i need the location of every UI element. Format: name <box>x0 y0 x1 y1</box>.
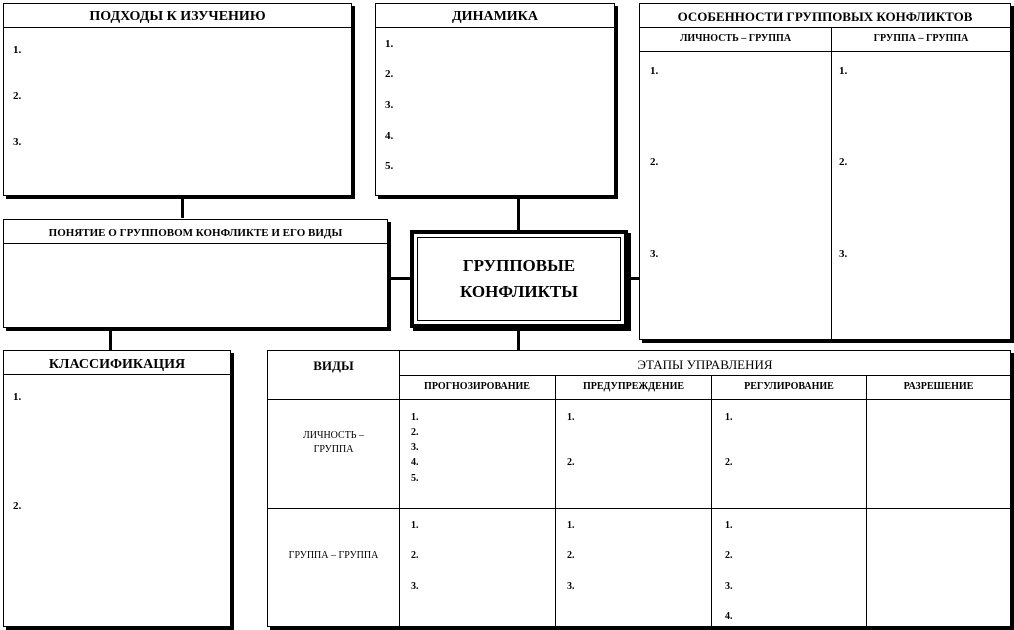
table-divider-col4 <box>866 375 867 626</box>
features-column-divider <box>831 28 832 339</box>
table-divider-header <box>268 399 1010 400</box>
connector-dynamics <box>517 196 520 230</box>
approaches-item: 1. <box>13 44 22 56</box>
row1-regulate-item: 1. <box>725 412 733 423</box>
row2-forecast-item: 2. <box>411 550 419 561</box>
features-subheader-divider <box>640 51 1010 52</box>
dynamics-title: ДИНАМИКА <box>376 4 614 28</box>
row1-forecast-item: 2. <box>411 427 419 438</box>
row2-prevent-item: 3. <box>567 581 575 592</box>
row1-prevent-item: 1. <box>567 412 575 423</box>
dynamics-item: 3. <box>385 99 394 111</box>
dynamics-item: 4. <box>385 130 394 142</box>
central-topic-box <box>410 230 628 328</box>
features-col2-item: 3. <box>839 248 848 260</box>
row1-forecast-item: 4. <box>411 457 419 468</box>
management-table <box>267 350 1011 627</box>
features-col2-item: 1. <box>839 65 848 77</box>
stages-header: ЭТАПЫ УПРАВЛЕНИЯ <box>637 357 773 372</box>
row2-forecast-item: 1. <box>411 520 419 531</box>
connector-approaches <box>181 196 184 218</box>
approaches-box <box>3 3 352 196</box>
classification-item: 2. <box>13 500 22 512</box>
dynamics-item: 5. <box>385 160 394 172</box>
stage-prevention-header: ПРЕДУПРЕЖДЕНИЕ <box>582 381 685 392</box>
dynamics-item: 1. <box>385 38 394 50</box>
stage-regulation-header: РЕГУЛИРОВАНИЕ <box>744 381 834 392</box>
stage-resolution-header: РАЗРЕШЕНИЕ <box>903 381 974 392</box>
table-divider-types <box>399 351 400 626</box>
row2-prevent-item: 1. <box>567 520 575 531</box>
connector-concept <box>388 277 410 280</box>
central-topic-inner-frame <box>417 237 621 321</box>
features-col2-header: ГРУППА – ГРУППА <box>873 33 969 44</box>
table-divider-col2 <box>555 375 556 626</box>
dynamics-box <box>375 3 615 196</box>
features-col2-item: 2. <box>839 156 848 168</box>
table-divider-stages-header <box>399 375 1010 376</box>
central-topic-line1: ГРУППОВЫЕ <box>462 256 576 275</box>
features-col1-header: ЛИЧНОСТЬ – ГРУППА <box>679 33 792 44</box>
row1-forecast-item: 5. <box>411 473 419 484</box>
row2-regulate-item: 1. <box>725 520 733 531</box>
row1-forecast-item: 1. <box>411 412 419 423</box>
features-title: ОСОБЕННОСТИ ГРУППОВЫХ КОНФЛИКТОВ <box>640 4 1010 28</box>
table-divider-row <box>268 508 1010 509</box>
concept-box <box>3 219 388 328</box>
row1-prevent-item: 2. <box>567 457 575 468</box>
row1-regulate-item: 2. <box>725 457 733 468</box>
features-col1-item: 3. <box>650 248 659 260</box>
row-group-group-label: ГРУППА – ГРУППА <box>288 550 379 561</box>
row2-regulate-item: 4. <box>725 611 733 622</box>
classification-box <box>3 350 231 627</box>
classification-title: КЛАССИФИКАЦИЯ <box>4 351 230 375</box>
features-col1-item: 1. <box>650 65 659 77</box>
row2-forecast-item: 3. <box>411 581 419 592</box>
connector-classification <box>109 328 112 350</box>
row-person-group-label-line1: ЛИЧНОСТЬ – <box>302 430 365 441</box>
classification-item: 1. <box>13 391 22 403</box>
row-person-group-label <box>268 429 399 457</box>
types-header: ВИДЫ <box>313 358 354 373</box>
features-box <box>639 3 1011 340</box>
row2-regulate-item: 2. <box>725 550 733 561</box>
table-divider-col3 <box>711 375 712 626</box>
features-col1-item: 2. <box>650 156 659 168</box>
row-person-group-label-line2: ГРУППА <box>313 444 354 455</box>
approaches-item: 3. <box>13 136 22 148</box>
row1-forecast-item: 3. <box>411 442 419 453</box>
connector-management <box>517 328 520 350</box>
row2-regulate-item: 3. <box>725 581 733 592</box>
approaches-item: 2. <box>13 90 22 102</box>
dynamics-item: 2. <box>385 68 394 80</box>
central-topic-line2: КОНФЛИКТЫ <box>460 282 578 301</box>
approaches-title: ПОДХОДЫ К ИЗУЧЕНИЮ <box>4 4 351 28</box>
row2-prevent-item: 2. <box>567 550 575 561</box>
concept-title: ПОНЯТИЕ О ГРУППОВОМ КОНФЛИКТЕ И ЕГО ВИДЫ <box>4 220 387 244</box>
stage-forecasting-header: ПРОГНОЗИРОВАНИЕ <box>424 381 530 392</box>
